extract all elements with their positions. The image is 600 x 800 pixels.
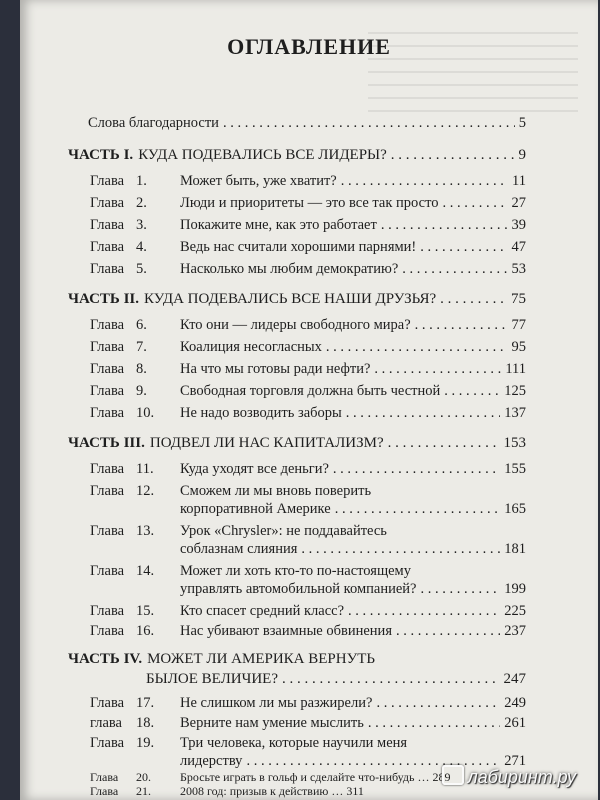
toc-chapter: Глава 11. Куда уходят все деньги? . . . 155 <box>90 460 526 478</box>
toc-chapter-line1: Глава 19. Три человека, которые научили меня <box>90 735 408 751</box>
toc-chapter: Глава 1. Может быть, уже хватит? . . . 11 <box>90 172 526 190</box>
toc-chapter-line1: Глава 13. Урок «Chrysler»: не поддавайтесь <box>90 523 387 539</box>
toc-part-4-line1: ЧАСТЬ IV. МОЖЕТ ЛИ АМЕРИКА ВЕРНУТЬ <box>68 651 375 667</box>
toc-chapter-line1: Глава 20. Бросьте играть в гольф и сделайте что-нибудь … 289 <box>90 770 451 784</box>
toc-chapter-line2: лидерству . . . 271 <box>180 752 526 770</box>
watermark-logo: лабиринт.ру <box>442 765 576 788</box>
toc-chapter: Глава 21. 2008 год: призыв к действию … 311 <box>90 784 364 798</box>
toc-chapter-line1: Глава 14. Может ли хоть кто-то по-настоящему <box>90 563 411 579</box>
toc-entry-acknowledgements: Слова благодарности . . . 5 <box>88 114 526 132</box>
toc-chapter: Глава 8. На что мы готовы ради нефти? . . . 111 <box>90 360 526 378</box>
toc-chapter: Глава 17. Не слишком ли мы разжирели? . . . 249 <box>90 694 526 712</box>
book-icon <box>442 765 464 785</box>
toc-chapter: Глава 10. Не надо возводить заборы . . . 137 <box>90 404 526 422</box>
toc-chapter: Глава 5. Насколько мы любим демократию? . . . 53 <box>90 260 526 278</box>
toc-chapter: Глава 4. Ведь нас считали хорошими парнями! . . . 47 <box>90 238 526 256</box>
toc-chapter: Глава 16. Нас убивают взаимные обвинения . . . 237 <box>90 622 526 640</box>
toc-chapter: Глава 3. Покажите мне, как это работает . . . 39 <box>90 216 526 234</box>
toc-part-1: ЧАСТЬ I. КУДА ПОДЕВАЛИСЬ ВСЕ ЛИДЕРЫ? . . . 9 <box>68 146 526 164</box>
book-page <box>20 0 598 800</box>
page-title: ОГЛАВЛЕНИЕ <box>227 34 391 59</box>
toc-chapter: Глава 2. Люди и приоритеты — это все так просто . . . 27 <box>90 194 526 212</box>
toc-part-3: ЧАСТЬ III. ПОДВЕЛ ЛИ НАС КАПИТАЛИЗМ? . . . 153 <box>68 434 526 452</box>
toc-chapter-line2: корпоративной Америке . . . 165 <box>180 500 526 518</box>
toc-part-4-line2: БЫЛОЕ ВЕЛИЧИЕ? . . . 247 <box>146 670 526 688</box>
toc-chapter: Глава 9. Свободная торговля должна быть честной . . . 125 <box>90 382 526 400</box>
toc-chapter: Глава 15. Кто спасет средний класс? . . . 225 <box>90 602 526 620</box>
toc-chapter: Глава 6. Кто они — лидеры свободного мира? . . . 77 <box>90 316 526 334</box>
toc-part-2: ЧАСТЬ II. КУДА ПОДЕВАЛИСЬ ВСЕ НАШИ ДРУЗЬЯ? . . . 75 <box>68 290 526 308</box>
toc-chapter-line1: Глава 12. Сможем ли мы вновь поверить <box>90 483 372 499</box>
toc-chapter-line2: соблазнам слияния . . . 181 <box>180 540 526 558</box>
toc-chapter-line2: управлять автомобильной компанией? . . . 199 <box>180 580 526 598</box>
toc-chapter: глава 18. Верните нам умение мыслить . . . 261 <box>90 714 526 732</box>
toc-chapter: Глава 7. Коалиция несогласных . . . 95 <box>90 338 526 356</box>
